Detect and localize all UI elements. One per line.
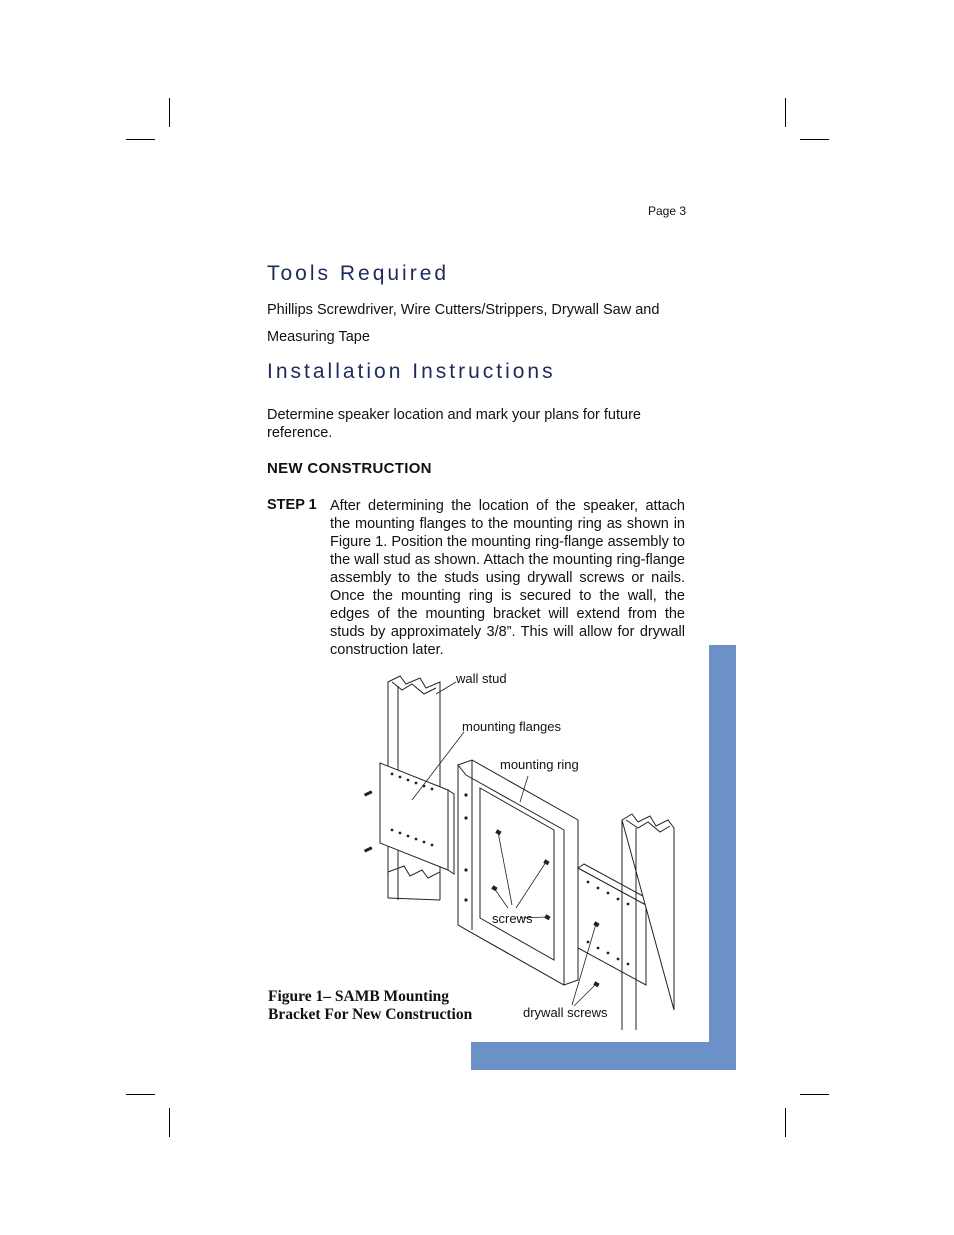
figure-caption-line-1: Figure 1– SAMB Mounting: [268, 988, 449, 1005]
mounting-ring-frame: [458, 760, 578, 985]
crop-mark-bottom-left-v: [169, 1108, 170, 1137]
accent-band-horizontal: [471, 1042, 736, 1070]
step-paragraph: After determining the location of the speaker, attach the mounting flanges to the mounting ring as shown in Figure 1. Position the mounting ring-flange assembly to the wall stud as shown. Attach the mounting ring-flange assembly to the studs using drywall screws or nails. Once the mounting ring is secured to the wall, the edges of the mounting bracket will extend from the studs by approximately 3/8”. This will allow for drywall construction later.: [330, 498, 685, 658]
new-construction-subheading: NEW CONSTRUCTION: [267, 460, 432, 477]
figure-caption: [268, 988, 498, 1024]
page-number: Page 3: [648, 204, 687, 218]
crop-mark-bottom-left-h: [126, 1094, 155, 1095]
intro-paragraph: Determine speaker location and mark your plans for future reference.: [267, 407, 641, 441]
label-drywall-screws: drywall screws: [523, 1005, 608, 1020]
label-screws: screws: [492, 911, 533, 926]
mounting-diagram: [340, 660, 680, 1040]
step-label: STEP 1: [267, 497, 317, 513]
installation-heading: Installation Instructions: [267, 360, 556, 383]
crop-mark-top-right-v: [785, 98, 786, 127]
crop-mark-top-left-h: [126, 139, 155, 140]
accent-band-vertical: [709, 645, 736, 1070]
crop-mark-bottom-right-h: [800, 1094, 829, 1095]
tools-line-1: Phillips Screwdriver, Wire Cutters/Strippers, Drywall Saw and: [267, 302, 660, 318]
tools-line-2: Measuring Tape: [267, 329, 370, 345]
label-wall-stud: wall stud: [456, 671, 507, 686]
crop-mark-bottom-right-v: [785, 1108, 786, 1137]
label-mounting-flanges: mounting flanges: [462, 719, 562, 734]
tools-heading: Tools Required: [267, 262, 450, 285]
crop-mark-top-left-v: [169, 98, 170, 127]
label-mounting-ring: mounting ring: [500, 757, 579, 772]
crop-mark-top-right-h: [800, 139, 829, 140]
figure-caption-line-2: Bracket For New Construction: [268, 1006, 473, 1023]
